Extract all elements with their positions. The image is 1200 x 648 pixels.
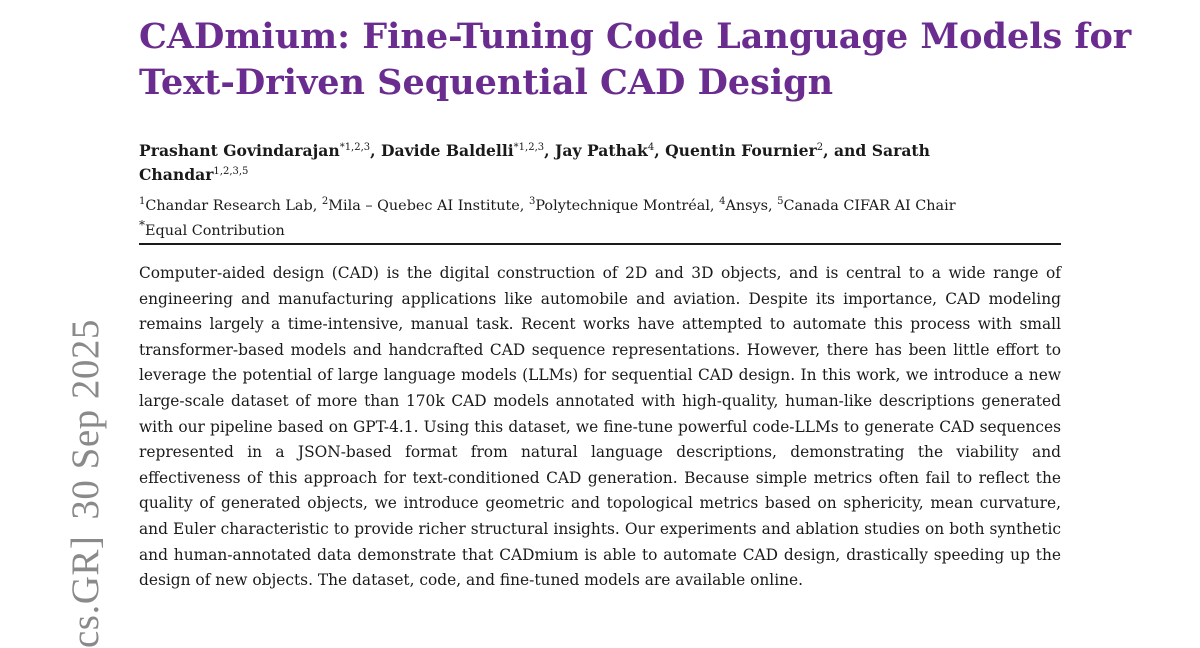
author-name: Quentin Fournier: [665, 141, 817, 160]
affiliation-mark: 2: [321, 196, 329, 207]
affiliation-line: [139, 197, 1039, 216]
affiliation: [139, 198, 313, 214]
equal-contribution-note: [139, 216, 1039, 241]
arxiv-date: 30 Sep 2025: [64, 319, 107, 520]
affiliation-name: Ansys: [725, 198, 769, 214]
author-separator: , and: [823, 141, 872, 160]
author-marks: *1,2,3: [339, 142, 371, 153]
affiliation-mark: 5: [777, 196, 784, 207]
affiliation-separator: ,: [768, 198, 778, 214]
arxiv-category: cs.GR]: [64, 535, 107, 648]
author-name: Sarath Chandar: [139, 141, 930, 184]
affiliation: [777, 198, 955, 214]
affiliations: [139, 197, 1039, 241]
author-separator: ,: [544, 141, 555, 160]
equal-contribution-text: Equal Contribution: [145, 222, 285, 239]
affiliation-name: Polytechnique Montréal: [535, 198, 710, 214]
affiliation-separator: ,: [709, 198, 720, 214]
affiliation-separator: ,: [519, 198, 529, 214]
affiliation-mark: 4: [719, 196, 726, 207]
paper-title: CADmium: Fine-Tuning Code Language Models for Text-Driven Sequential CAD Design: [139, 16, 1132, 103]
author-name: Davide Baldelli: [381, 141, 514, 160]
author-marks: *1,2,3: [513, 142, 545, 153]
author-list: [139, 139, 1019, 187]
author-name: Jay Pathak: [554, 141, 648, 160]
author: [381, 141, 544, 160]
author-marks: 2: [816, 142, 824, 153]
affiliation: [322, 198, 520, 214]
author-separator: ,: [370, 141, 381, 160]
author: [139, 141, 370, 160]
affiliation-mark: 1: [139, 196, 146, 207]
affiliation: [719, 198, 768, 214]
affiliation-name: Canada CIFAR AI Chair: [783, 198, 956, 214]
author-separator: ,: [654, 141, 666, 160]
author: [555, 141, 654, 160]
affiliation-mark: 3: [528, 196, 536, 207]
equal-contribution-mark: *: [139, 218, 145, 232]
affiliation: [529, 198, 710, 214]
author-marks: 4: [647, 142, 655, 153]
author: [665, 141, 823, 160]
affiliation-name: Mila – Quebec AI Institute: [328, 198, 520, 214]
affiliation-name: Chandar Research Lab: [145, 198, 313, 214]
arxiv-stamp: [66, 303, 105, 648]
affiliation-separator: ,: [312, 198, 322, 214]
abstract-paragraph: Computer-aided design (CAD) is the digital construction of 2D and 3D objects, and is central to a wide range of engineering and manufacturing applications like automobile and aviation. Despite its importance, CAD modeling remains largely a time-intensive, manual task. Recent works have attempted to automate this process with small transformer-based models and handcrafted CAD sequence representations. However, there has been little effort to leverage the potential of large language models (LLMs) for sequential CAD design. In this work, we introduce a new large-scale dataset of more than 170k CAD models annotated with high-quality, human-like descriptions generated with our pipeline based on GPT-4.1. Using this dataset, we fine-tune powerful code-LLMs to generate CAD sequences represented in a JSON-based format from natural language descriptions, demonstrating the viability and effectiveness of this approach for text-conditioned CAD generation. Because simple metrics often fail to reflect the quality of generated objects, we introduce geometric and topological metrics based on sphericity, mean curvature, and Euler characteristic to provide richer structural insights. Our experiments and ablation studies on both synthetic and human-annotated data demonstrate that CADmium is able to automate CAD design, drastically speeding up the design of new objects. The dataset, code, and fine-tuned models are available online.: [139, 264, 1061, 590]
header-divider: [139, 243, 1061, 245]
author-name: Prashant Govindarajan: [139, 141, 340, 160]
author-marks: 1,2,3,5: [213, 166, 249, 177]
